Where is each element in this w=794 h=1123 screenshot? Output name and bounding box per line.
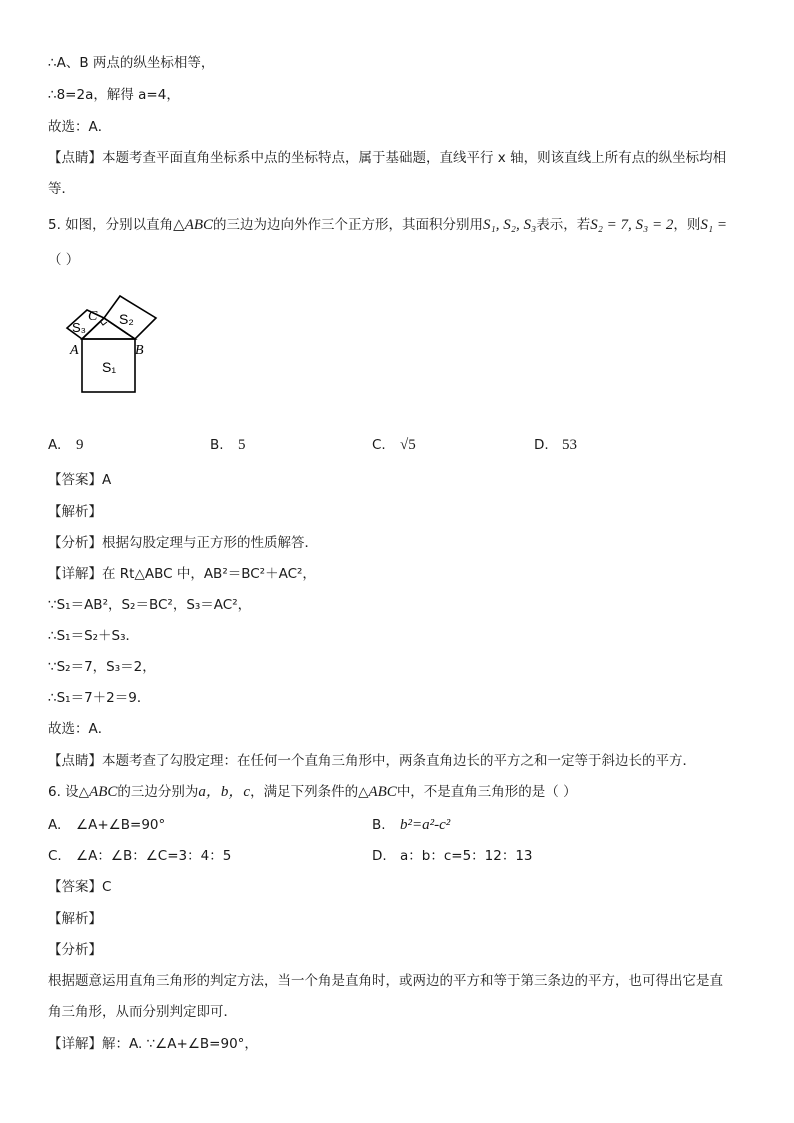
q6-stem-part: ，满足下列条件的△ — [250, 784, 369, 800]
q5-stem — [48, 216, 727, 234]
q5-paren: （ ） — [48, 252, 80, 268]
q5-option-d — [534, 436, 577, 454]
option-value: 53 — [562, 437, 577, 453]
dianjing-line: 【点睛】本题考查平面直角坐标系中点的坐标特点，属于基础题，直线平行 x 轴，则该直线上所有点的纵坐标均相 — [48, 150, 727, 166]
option-value: 9 — [76, 437, 84, 453]
label-c: C — [88, 309, 98, 324]
q6-option-b — [372, 816, 450, 834]
q5-areas: S₁, S₂, S₃ — [483, 217, 537, 233]
text-line: 等． — [48, 181, 75, 197]
q6-body: 根据题意运用直角三角形的判定方法，当一个角是直角时，或两边的平方和等于第三条边的平方，也可得出它是直 — [48, 973, 723, 989]
q5-detail: 【详解】在 Rt△ABC 中，AB²＝BC²＋AC²， — [48, 566, 316, 582]
q6-detail: 【详解】解：A. ∵∠A+∠B=90°， — [48, 1036, 258, 1052]
q5-choose: 故选：A． — [48, 721, 112, 737]
label-s1: S₁ — [102, 359, 117, 375]
option-label: C. — [48, 848, 62, 864]
q5-detail: ∴S₁＝S₂＋S₃． — [48, 628, 140, 644]
label-s2: S₂ — [119, 311, 134, 327]
q6-analysis-title: 【解析】 — [48, 911, 102, 927]
q6-stem-part: 的三边分别为 — [117, 784, 199, 800]
q5-analysis-title: 【解析】 — [48, 504, 102, 520]
q5-target: S₁ = — [700, 217, 727, 233]
label-b: B — [135, 343, 144, 358]
option-label: B. — [210, 437, 224, 453]
q6-body: 角三角形，从而分别判定即可． — [48, 1004, 237, 1020]
option-value: ∠A：∠B：∠C=3：4：5 — [76, 848, 232, 864]
q5-given: S₂ = 7, S₃ = 2 — [590, 217, 674, 233]
option-label: A. — [48, 437, 62, 453]
pythagoras-figure — [58, 294, 198, 414]
q6-triangle: ABC — [368, 784, 397, 800]
label-a: A — [70, 343, 79, 358]
q5-option-a — [48, 436, 84, 454]
option-label: D. — [534, 437, 549, 453]
q5-stem-part: 表示，若 — [536, 217, 591, 233]
option-label: B. — [372, 817, 386, 833]
q6-answer: 【答案】C — [48, 879, 112, 895]
right-angle-mark — [100, 321, 107, 325]
label-s3: S₃ — [72, 320, 86, 335]
q6-triangle: ABC — [89, 784, 118, 800]
option-value: 5 — [238, 437, 246, 453]
q6-fenxi: 【分析】 — [48, 942, 102, 958]
q5-stem-part: 5. 如图，分别以直角 — [48, 217, 174, 233]
q5-option-c — [372, 436, 416, 454]
q5-triangle: △ABC — [173, 217, 214, 233]
q5-detail: ∵S₁＝AB²，S₂＝BC²，S₃＝AC²， — [48, 597, 252, 613]
q5-dianjing: 【点睛】本题考查了勾股定理：在任何一个直角三角形中，两条直角边长的平方之和一定等于斜边长的平方． — [48, 753, 696, 769]
q5-detail: ∵S₂＝7，S₃＝2， — [48, 659, 156, 675]
q6-stem-part: 6. 设△ — [48, 784, 90, 800]
q5-stem-part: 的三边为边向外作三个正方形，其面积分别用 — [213, 217, 484, 233]
option-label: D. — [372, 848, 387, 864]
q6-option-d — [372, 847, 533, 865]
option-label: C. — [372, 437, 386, 453]
q5-answer: 【答案】A — [48, 472, 112, 488]
option-value: ∠A+∠B=90° — [76, 817, 166, 833]
q5-stem-part: ，则 — [673, 217, 701, 233]
q5-detail: ∴S₁＝7＋2＝9． — [48, 690, 151, 706]
q6-stem-part: 中，不是直角三角形的是（ ） — [396, 784, 577, 800]
text-line: 故选：A． — [48, 119, 112, 135]
option-value: b²=a²-c² — [400, 817, 451, 833]
q6-stem — [48, 783, 577, 801]
q6-option-a — [48, 816, 165, 834]
option-label: A. — [48, 817, 62, 833]
q5-option-b — [210, 436, 246, 454]
text-line: ∴A、B 两点的纵坐标相等， — [48, 55, 215, 71]
option-value: a：b：c=5：12：13 — [400, 848, 533, 864]
q6-sides: a，b，c — [198, 784, 251, 800]
option-value: √5 — [400, 437, 416, 453]
text-line: ∴8=2a，解得 a=4， — [48, 87, 180, 103]
q5-fenxi: 【分析】根据勾股定理与正方形的性质解答． — [48, 535, 318, 551]
q6-option-c — [48, 847, 231, 865]
